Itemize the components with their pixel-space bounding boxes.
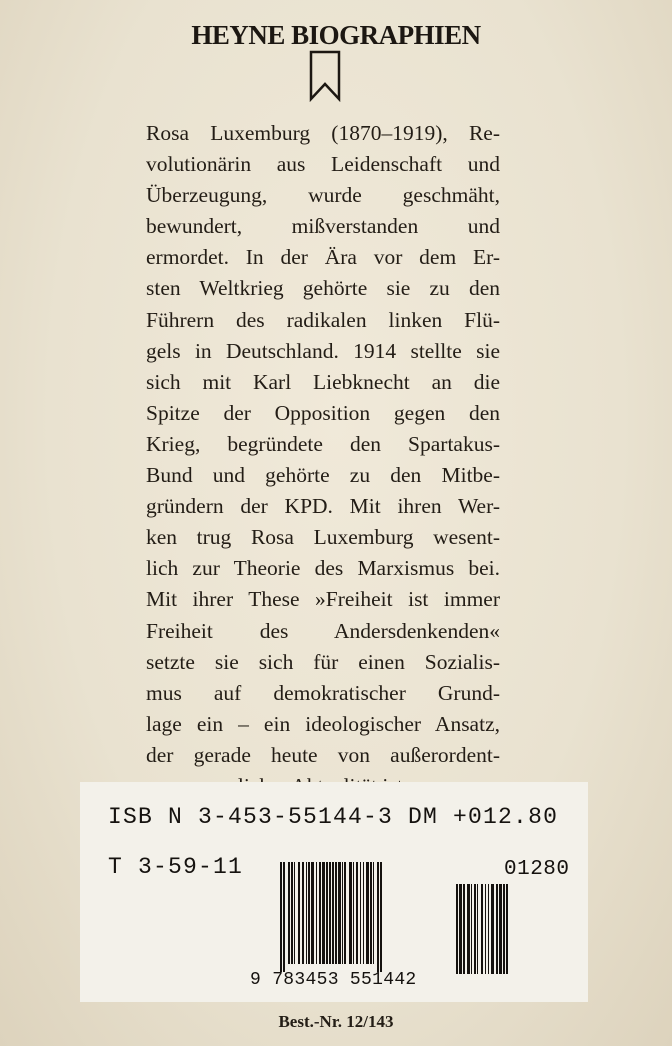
order-number: Best.-Nr. 12/143 <box>278 1012 394 1031</box>
barcode-bar <box>353 862 354 964</box>
barcode-bar <box>291 862 293 964</box>
blurb-line: gels in Deutschland. 1914 stellte sie <box>146 338 500 363</box>
barcode-bar <box>280 862 282 972</box>
internal-code: T 3-59-11 <box>108 854 244 880</box>
barcode-bar <box>294 862 295 964</box>
ean-barcode <box>280 862 448 972</box>
barcode-bar <box>488 884 489 974</box>
barcode-bar <box>298 862 300 964</box>
blurb-line: bewundert, mißverstanden und <box>146 214 500 239</box>
barcode-bar <box>322 862 325 964</box>
series-title: HEYNE BIOGRAPHIEN <box>191 20 481 50</box>
blurb-line: lich zur Theorie des Marxismus bei. <box>146 556 500 581</box>
barcode-bar <box>477 884 478 974</box>
barcode-bar <box>319 862 321 964</box>
barcode-bar <box>342 862 343 964</box>
blurb-line: Spitze der Opposition gegen den <box>146 400 500 425</box>
barcode-bar <box>316 862 317 964</box>
barcode-bar <box>363 862 364 964</box>
barcode-bar <box>332 862 334 964</box>
barcode-bar <box>373 862 374 964</box>
barcode-bar <box>463 884 465 974</box>
blurb-line: Rosa Luxemburg (1870–1919), Re- <box>146 121 500 145</box>
barcode-bar <box>377 862 379 972</box>
barcode-bar <box>459 884 462 974</box>
ean-digits: 9 783453 551442 <box>250 970 417 990</box>
barcode-bar <box>311 862 314 964</box>
barcode-bar <box>338 862 341 964</box>
barcode-bar <box>491 884 494 974</box>
blurb-line: sich mit Karl Liebknecht an die <box>146 369 500 394</box>
blurb-line: Freiheit des Andersdenkenden« <box>146 618 500 643</box>
barcode-bar <box>474 884 476 974</box>
blurb-line: lage ein – ein ideologischer Ansatz, <box>146 711 500 736</box>
barcode-bar <box>283 862 285 972</box>
blurb-line: volutionärin aus Leidenschaft und <box>146 152 500 177</box>
barcode-bar <box>471 884 472 974</box>
blurb-line: setzte sie sich für einen Sozialis- <box>146 649 500 674</box>
barcode-bar <box>344 862 346 964</box>
blurb-line: mus auf demokratischer Grund- <box>146 680 500 705</box>
price-addon-barcode <box>456 884 548 982</box>
barcode-bar <box>496 884 498 974</box>
barcode-bar <box>308 862 310 964</box>
barcode-bar <box>356 862 358 964</box>
barcode-bar <box>360 862 361 964</box>
blurb-line: Bund und gehörte zu den Mitbe- <box>146 463 500 488</box>
isbn-price-line: ISB N 3-453-55144-3 DM +012.80 <box>108 804 559 830</box>
barcode-bar <box>349 862 352 964</box>
barcode-bar <box>335 862 337 964</box>
barcode-bar <box>370 862 372 964</box>
barcode-bar <box>366 862 369 964</box>
blurb-line: sten Weltkrieg gehörte sie zu den <box>146 276 500 301</box>
barcode-bar <box>499 884 502 974</box>
blurb-line: Überzeugung, wurde geschmäht, <box>146 183 500 208</box>
barcode-bar <box>506 884 508 974</box>
barcode-bar <box>326 862 328 964</box>
barcode-bar <box>329 862 331 964</box>
barcode-panel <box>80 782 588 1002</box>
blurb-line: ken trug Rosa Luxemburg wesent- <box>146 525 500 550</box>
blurb-text <box>146 118 500 802</box>
barcode-bar <box>380 862 382 972</box>
blurb-line: Krieg, begründete den Spartakus- <box>146 431 500 456</box>
bookmark-icon <box>308 50 342 102</box>
blurb-line: Mit ihrer These »Freiheit ist immer <box>146 587 500 612</box>
barcode-bar <box>302 862 304 964</box>
blurb-line: der gerade heute von außerordent- <box>146 742 500 767</box>
blurb-line: gründern der KPD. Mit ihren Wer- <box>146 494 500 519</box>
blurb-line: Führern des radikalen linken Flü- <box>146 307 500 332</box>
barcode-bar <box>456 884 458 974</box>
price-code: 01280 <box>504 858 570 881</box>
barcode-bar <box>481 884 483 974</box>
barcode-bar <box>288 862 290 964</box>
barcode-bar <box>503 884 505 974</box>
barcode-bar <box>485 884 486 974</box>
barcode-bar <box>467 884 470 974</box>
barcode-bar <box>306 862 307 964</box>
blurb-line: ermordet. In der Ära vor dem Er- <box>146 245 500 270</box>
